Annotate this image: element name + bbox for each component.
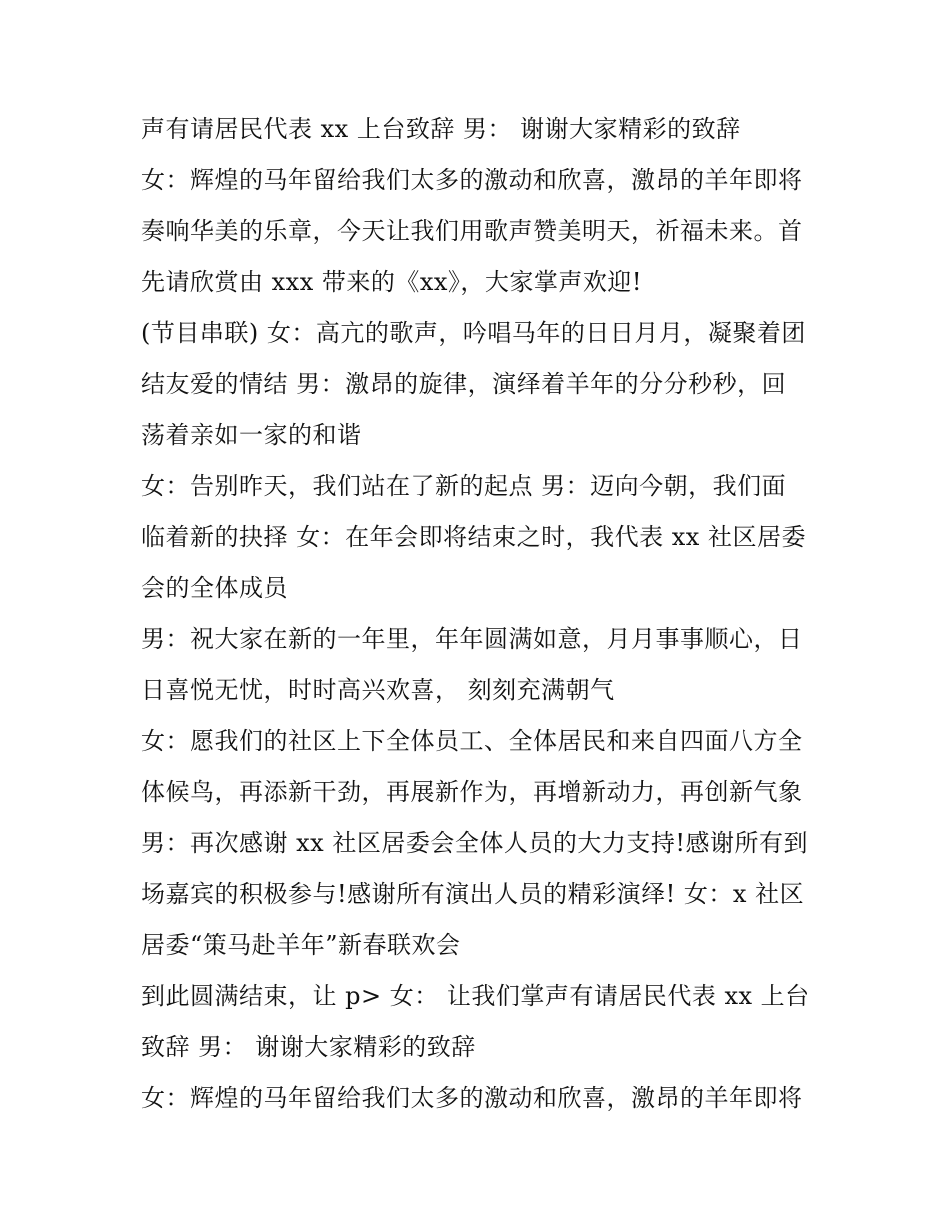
text-line: 男：祝大家在新的一年里，年年圆满如意，月月事事顺心，日 bbox=[141, 625, 803, 653]
text-line: 会的全体成员 bbox=[141, 574, 288, 602]
text-line: 致辞 男： 谢谢大家精彩的致辞 bbox=[141, 1033, 476, 1061]
text-line: 男：再次感谢 xx 社区居委会全体人员的大力支持!感谢所有到 bbox=[141, 829, 808, 857]
text-line: 女：辉煌的马年留给我们太多的激动和欣喜，激昂的羊年即将 bbox=[141, 166, 803, 194]
text-line: 荡着亲如一家的和谐 bbox=[141, 421, 362, 449]
text-line: 女：愿我们的社区上下全体员工、全体居民和来自四面八方全 bbox=[141, 727, 803, 755]
text-line: 声有请居民代表 xx 上台致辞 男： 谢谢大家精彩的致辞 bbox=[141, 115, 741, 143]
text-line: 奏响华美的乐章，今天让我们用歌声赞美明天，祈福未来。首 bbox=[141, 217, 803, 245]
text-line: 女：辉煌的马年留给我们太多的激动和欣喜，激昂的羊年即将 bbox=[141, 1084, 803, 1112]
text-line: 居委“策马赴羊年”新春联欢会 bbox=[141, 931, 461, 959]
text-line: 日喜悦无忧，时时高兴欢喜， 刻刻充满朝气 bbox=[141, 676, 615, 704]
text-line: 到此圆满结束，让 p> 女： 让我们掌声有请居民代表 xx 上台 bbox=[141, 982, 810, 1010]
text-line: 结友爱的情结 男：激昂的旋律，演绎着羊年的分分秒秒，回 bbox=[141, 370, 787, 398]
text-line: 临着新的抉择 女：在年会即将结束之时，我代表 xx 社区居委 bbox=[141, 523, 806, 551]
text-line: (节目串联) 女：高亢的歌声，吟唱马年的日日月月，凝聚着团 bbox=[141, 319, 806, 347]
text-line: 体候鸟，再添新干劲，再展新作为，再增新动力，再创新气象 bbox=[141, 778, 803, 806]
document-body bbox=[141, 107, 821, 1127]
text-line: 先请欣赏由 xxx 带来的《xx》，大家掌声欢迎! bbox=[141, 268, 643, 296]
text-line: 女：告别昨天，我们站在了新的起点 男：迈向今朝，我们面 bbox=[141, 472, 787, 500]
text-line: 场嘉宾的积极参与!感谢所有演出人员的精彩演绎! 女：x 社区 bbox=[141, 880, 805, 908]
